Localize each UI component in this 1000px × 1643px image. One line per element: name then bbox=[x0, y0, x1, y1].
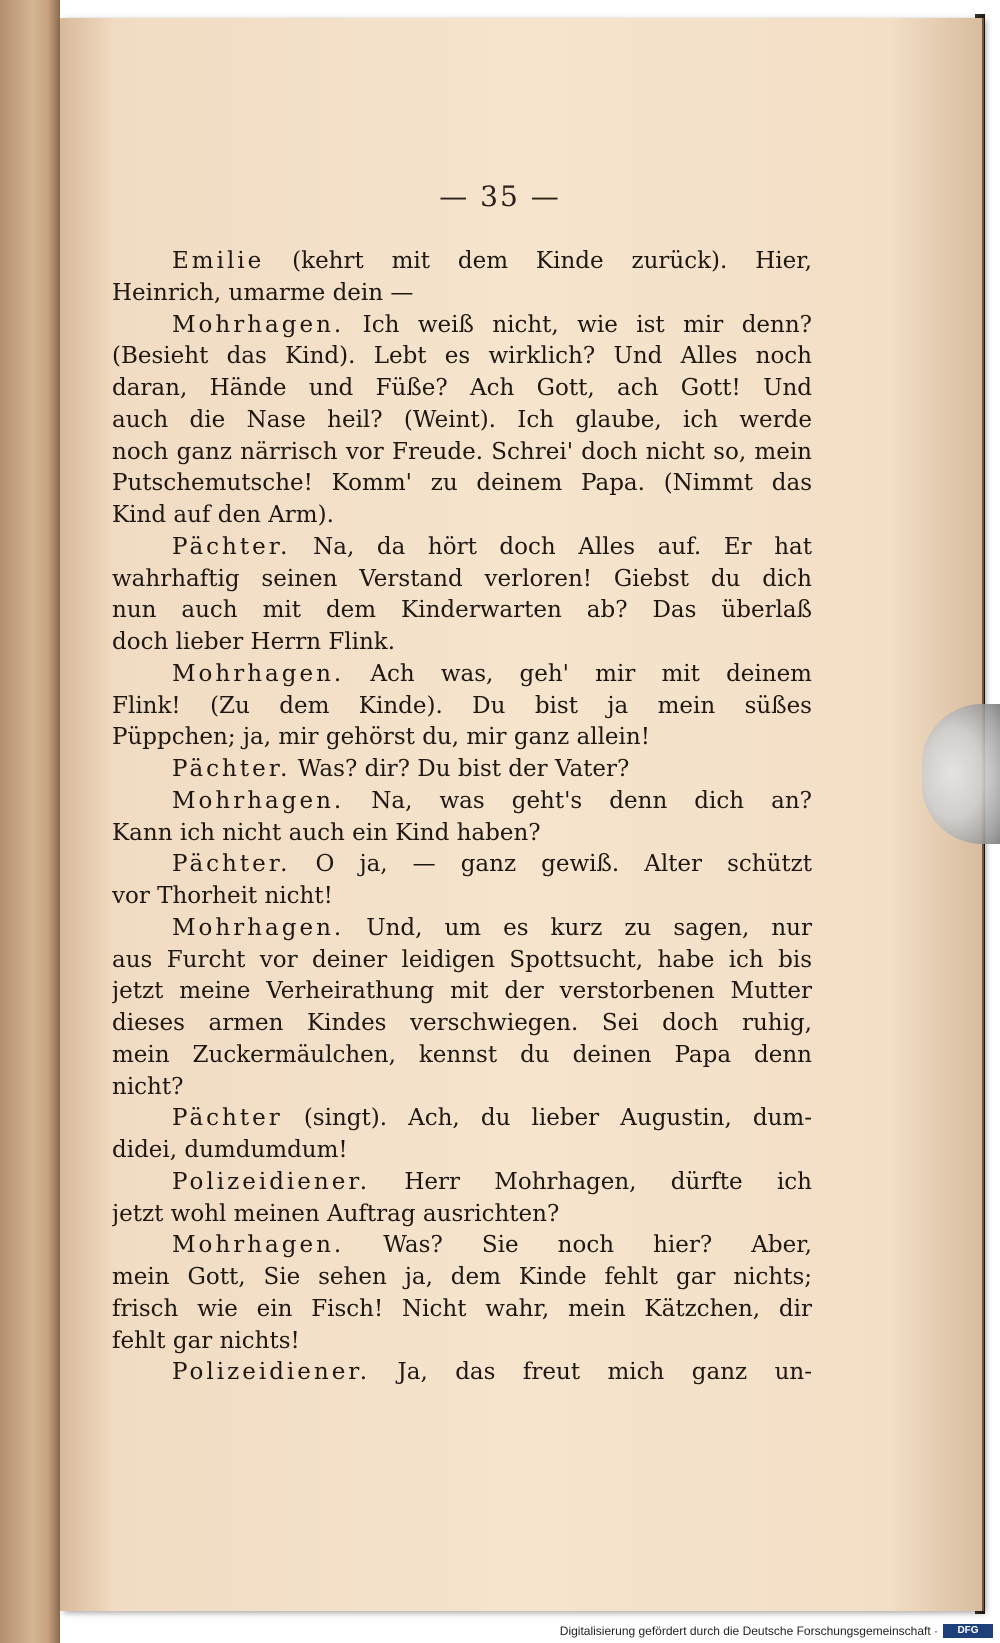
text-line: fehlt gar nichts! bbox=[112, 1327, 300, 1354]
text-line bbox=[112, 246, 812, 278]
line-text: Ach was, geh' mir mit deinem bbox=[344, 660, 812, 687]
line-text: (kehrt mit dem Kinde zurück). Hier, bbox=[264, 248, 812, 274]
previous-page-edge bbox=[0, 0, 60, 1643]
page-number: — 35 — bbox=[439, 180, 561, 213]
text-line: wahrhaftig seinen Verstand verloren! Giebst du dich bbox=[112, 565, 812, 592]
text-line bbox=[112, 659, 812, 691]
digitization-credit: Digitalisierung gefördert durch die Deutsche Forschungsgemeinschaft · bbox=[559, 1624, 938, 1638]
speaker-name: Polizeidiener. bbox=[172, 1168, 371, 1195]
text-line bbox=[112, 1230, 812, 1262]
text-line: frisch wie ein Fisch! Nicht wahr, mein Kätzchen, dir bbox=[112, 1295, 812, 1322]
text-line: daran, Hände und Füße? Ach Gott, ach Gott! Und bbox=[112, 375, 812, 401]
text-line: mein Zuckermäulchen, kennst du deinen Papa denn bbox=[112, 1041, 812, 1068]
speaker-name: Pächter. bbox=[172, 756, 291, 782]
text-line: nicht? bbox=[112, 1073, 184, 1100]
line-text: Und, um es kurz zu sagen, nur bbox=[344, 914, 812, 941]
line-text: Herr Mohrhagen, dürfte ich bbox=[370, 1168, 812, 1195]
text-line: aus Furcht vor deiner leidigen Spottsucht, habe ich bis bbox=[112, 946, 812, 973]
text-line: Putschemutsche! Komm' zu deinem Papa. (Nimmt das bbox=[112, 470, 812, 497]
text-line bbox=[112, 532, 812, 564]
text-line bbox=[112, 754, 812, 786]
text-line: Kind auf den Arm). bbox=[112, 502, 334, 528]
line-text: Ich weiß nicht, wie ist mir denn? bbox=[344, 311, 812, 338]
speaker-name: Pächter. bbox=[172, 533, 291, 560]
line-text: Na, da hört doch Alles auf. Er hat bbox=[290, 533, 812, 560]
text-line bbox=[112, 913, 812, 945]
text-line bbox=[112, 849, 812, 881]
line-text: Was? Sie noch hier? Aber, bbox=[344, 1232, 812, 1259]
dfg-logo: DFG bbox=[943, 1624, 993, 1638]
text-line: Flink! (Zu dem Kinde). Du bist ja mein süßes bbox=[112, 692, 812, 719]
speaker-name: Mohrhagen. bbox=[172, 914, 345, 941]
text-line bbox=[112, 1357, 812, 1389]
text-line bbox=[112, 786, 812, 818]
text-line: jetzt meine Verheirathung mit der verstorbenen Mutter bbox=[112, 978, 812, 1005]
text-line: Heinrich, umarme dein — bbox=[112, 279, 414, 306]
text-line: vor Thorheit nicht! bbox=[112, 883, 333, 909]
speaker-name: Mohrhagen. bbox=[172, 1232, 345, 1259]
text-line: mein Gott, Sie sehen ja, dem Kinde fehlt gar nichts; bbox=[112, 1264, 812, 1290]
text-line: (Besieht das Kind). Lebt es wirklich? Und Alles noch bbox=[112, 343, 812, 370]
text-line: dieses armen Kindes verschwiegen. Sei doch ruhig, bbox=[112, 1010, 812, 1036]
text-line: nun auch mit dem Kinderwarten ab? Das überlaß bbox=[112, 597, 812, 624]
line-text: (singt). Ach, du lieber Augustin, dum- bbox=[282, 1105, 812, 1132]
line-text: Na, was geht's denn dich an? bbox=[344, 787, 812, 814]
text-line: jetzt wohl meinen Auftrag ausrichten? bbox=[112, 1200, 560, 1227]
speaker-name: Pächter bbox=[172, 1105, 283, 1132]
speaker-name: Mohrhagen. bbox=[172, 787, 345, 814]
line-text: O ja, — ganz gewiß. Alter schützt bbox=[290, 851, 812, 878]
speaker-name: Polizeidiener. bbox=[172, 1359, 371, 1386]
page-text bbox=[112, 246, 812, 1389]
line-text: Was? dir? Du bist der Vater? bbox=[290, 756, 630, 782]
text-line bbox=[112, 310, 812, 342]
text-line: noch ganz närrisch vor Freude. Schrei' doch nicht so, mein bbox=[112, 438, 812, 465]
line-text: Ja, das freut mich ganz un- bbox=[370, 1359, 812, 1386]
text-line: doch lieber Herrn Flink. bbox=[112, 629, 396, 655]
text-line bbox=[112, 1103, 812, 1135]
text-line: Kann ich nicht auch ein Kind haben? bbox=[112, 819, 541, 846]
speaker-name: Emilie bbox=[172, 248, 265, 274]
text-line bbox=[112, 1167, 812, 1199]
speaker-name: Mohrhagen. bbox=[172, 660, 345, 687]
speaker-name: Mohrhagen. bbox=[172, 311, 345, 338]
speaker-name: Pächter. bbox=[172, 851, 291, 878]
text-line: auch die Nase heil? (Weint). Ich glaube, ich werde bbox=[112, 406, 812, 433]
text-line: Püppchen; ja, mir gehörst du, mir ganz allein! bbox=[112, 724, 650, 751]
text-line: didei, dumdumdum! bbox=[112, 1137, 348, 1163]
